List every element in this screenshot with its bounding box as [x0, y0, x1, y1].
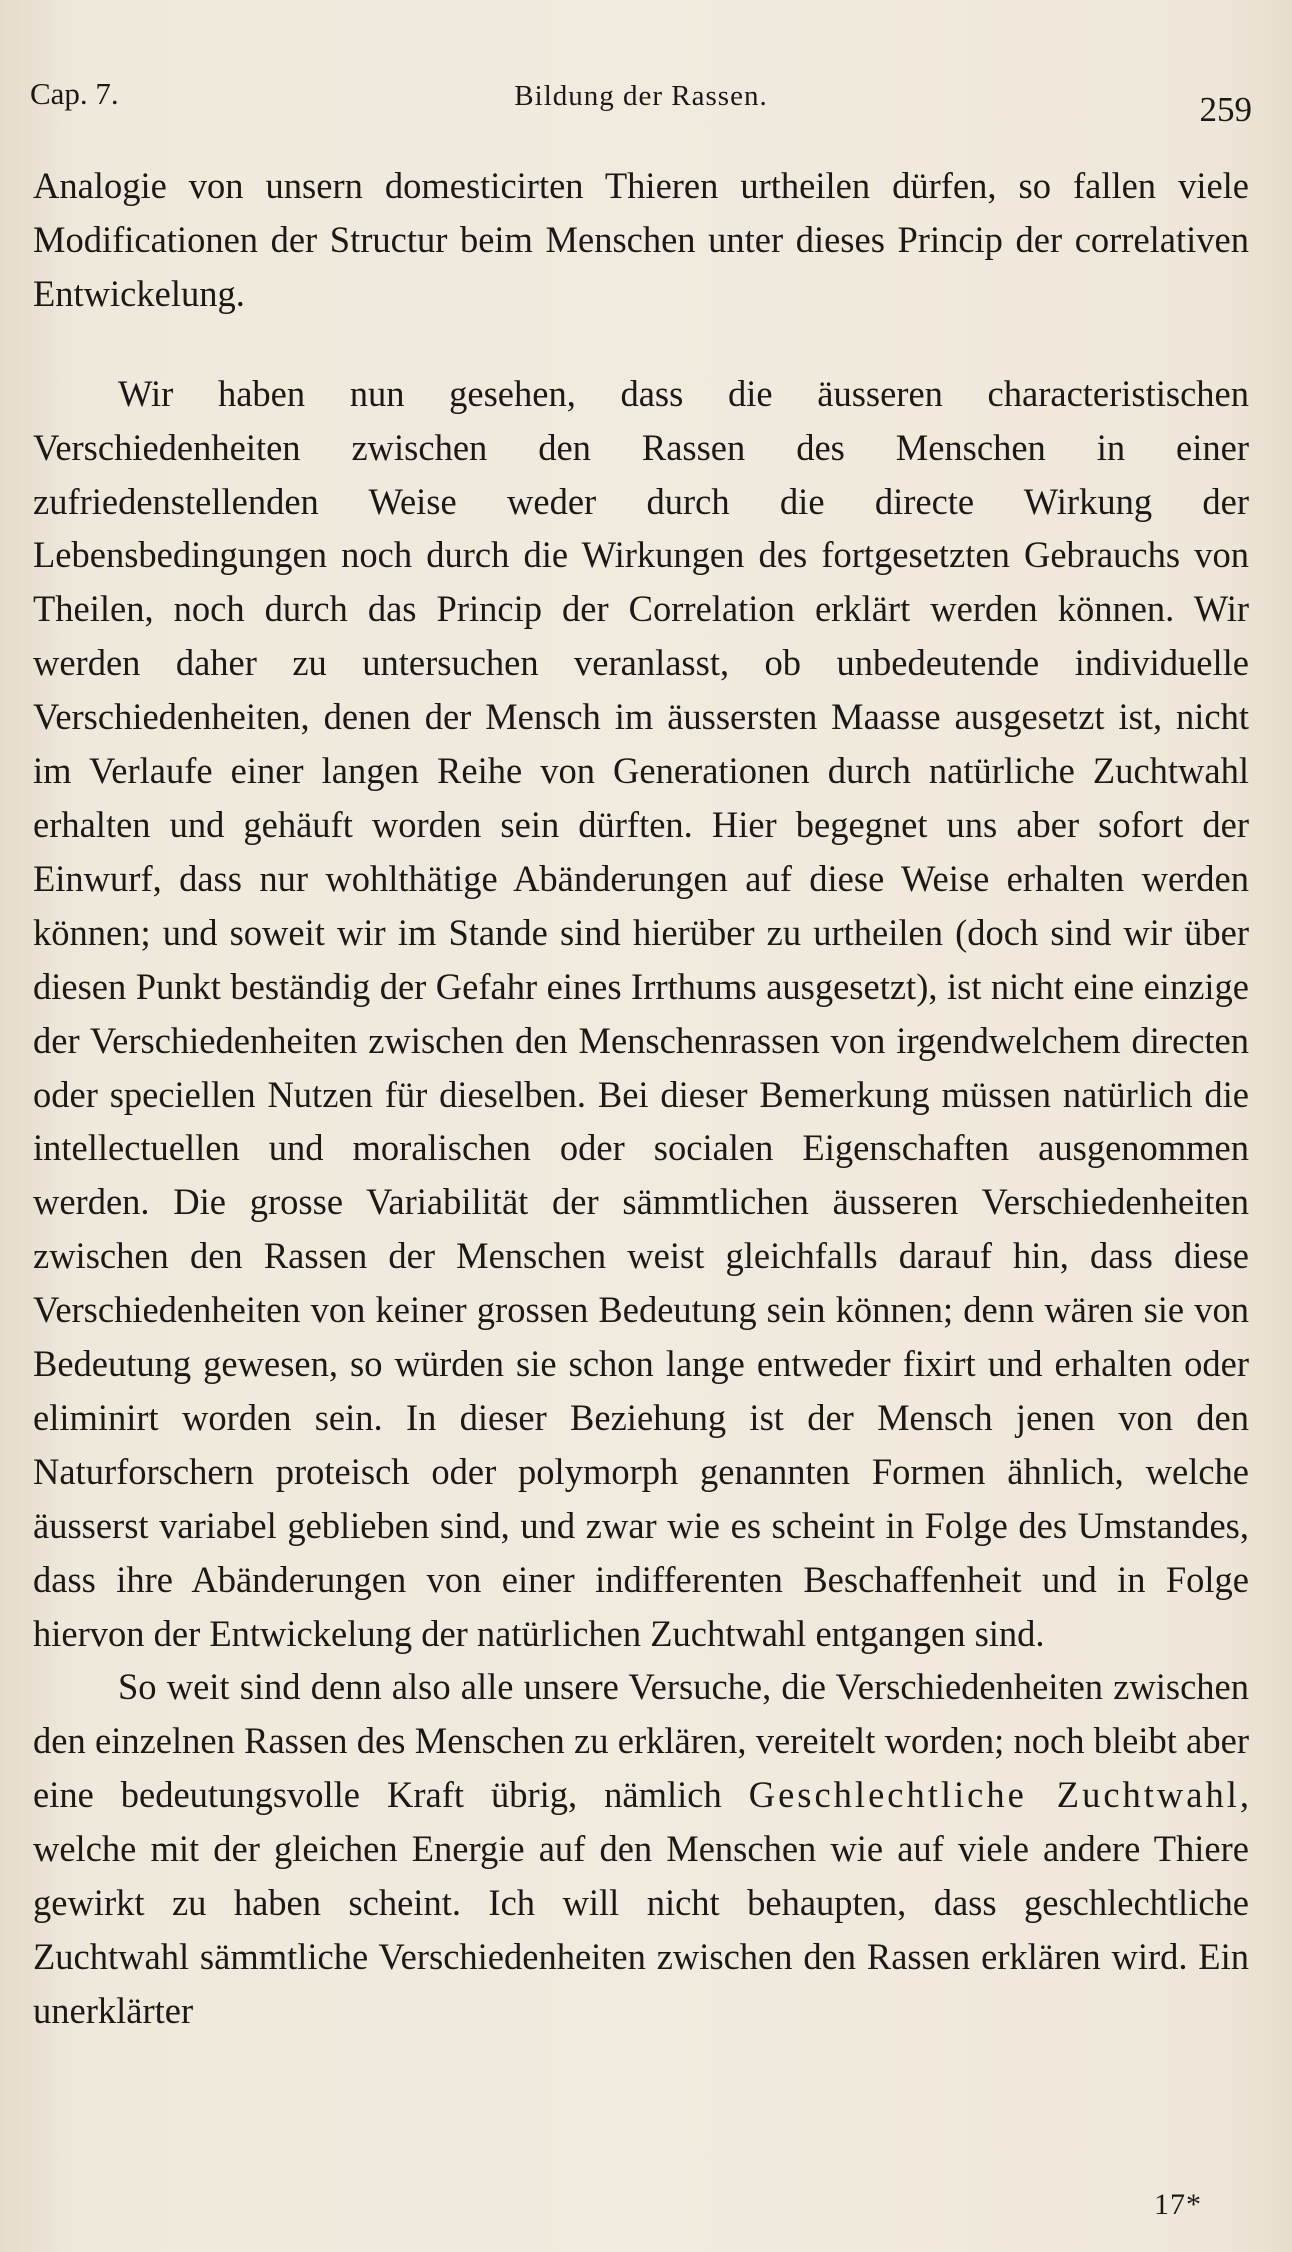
paragraph-2: Wir haben nun gesehen, dass die äusseren characteristischen Verschiedenheiten zwischen den Rassen des Menschen in einer zufriedenstellenden Weise weder durch die directe Wirkung der Lebensbedingungen noch durch die Wirkungen des fortgesetzten Gebrauchs von Theilen, noch durch das Princip der Correlation erklärt werden können. Wir werden daher zu untersuchen veranlasst, ob unbedeutende individuelle Verschiedenheiten, denen der Mensch im äussersten Maasse ausgesetzt ist, nicht im Verlaufe einer langen Reihe von Generationen durch natürliche Zuchtwahl erhalten und gehäuft worden sein dürften. Hier begegnet uns aber sofort der Einwurf, dass nur wohlthätige Abänderungen auf diese Weise erhalten werden können; und soweit wir im Stande sind hierüber zu urtheilen (doch sind wir über diesen Punkt beständig der Gefahr eines Irrthums ausgesetzt), ist nicht eine einzige der Verschiedenheiten zwischen den Menschenrassen von irgendwelchem directen oder speciellen Nutzen für dieselben. Bei dieser Bemerkung müssen natürlich die intellectuellen und moralischen oder socialen Eigenschaften ausgenommen werden. Die grosse Variabilität der sämmtlichen äusseren Verschiedenheiten zwischen den Rassen der Menschen weist gleichfalls darauf hin, dass diese Verschiedenheiten von keiner grossen Bedeutung sein können; denn wären sie von Bedeutung gewesen, so würden sie schon lange entweder fixirt und erhalten oder eliminirt worden sein. In dieser Beziehung ist der Mensch jenen von den Naturforschern proteisch oder polymorph genannten Formen ähnlich, welche äusserst variabel geblieben sind, und zwar wie es scheint in Folge des Umstandes, dass ihre Abänderungen von einer indifferenten Beschaffenheit und in Folge hiervon der Entwickelung der natürlichen Zuchtwahl entgangen sind. — [33, 372, 1249, 1654]
running-header — [30, 70, 1252, 130]
chapter-label: Cap. 7. — [30, 76, 119, 111]
paragraph-3 — [33, 1660, 1249, 2037]
paragraph-3-start: So weit sind denn also alle unsere Versuche, die Verschiedenheiten zwischen den einzelnen Rassen des Menschen zu erklären, vereitelt worden; noch bleibt aber eine bedeutungsvolle Kraft übrig, nämlich — [33, 1666, 1249, 1816]
page-number: 259 — [1199, 90, 1252, 129]
signature-mark: 17* — [1154, 2188, 1202, 2221]
running-title: Bildung der Rassen. — [514, 80, 768, 112]
spaced-term: Geschlechtliche Zuchtwahl — [748, 1774, 1240, 1816]
paragraph-3-end: , welche mit der gleichen Energie auf den Menschen wie auf viele andere Thiere gewirkt zu haben scheint. Ich will nicht behaupten, dass geschlechtliche Zuchtwahl sämmtliche Verschiedenheiten zwischen den Rassen erklären wird. Ein unerklärter — [33, 1774, 1249, 2031]
paragraph-continued: Analogie von unsern domesticirten Thieren urtheilen dürfen, so fallen viele Modificationen der Structur beim Menschen unter dieses Princip der correlativen Entwickelung. — [33, 165, 1249, 314]
body-text — [33, 159, 1249, 2038]
paragraph-gap — [33, 321, 1249, 367]
